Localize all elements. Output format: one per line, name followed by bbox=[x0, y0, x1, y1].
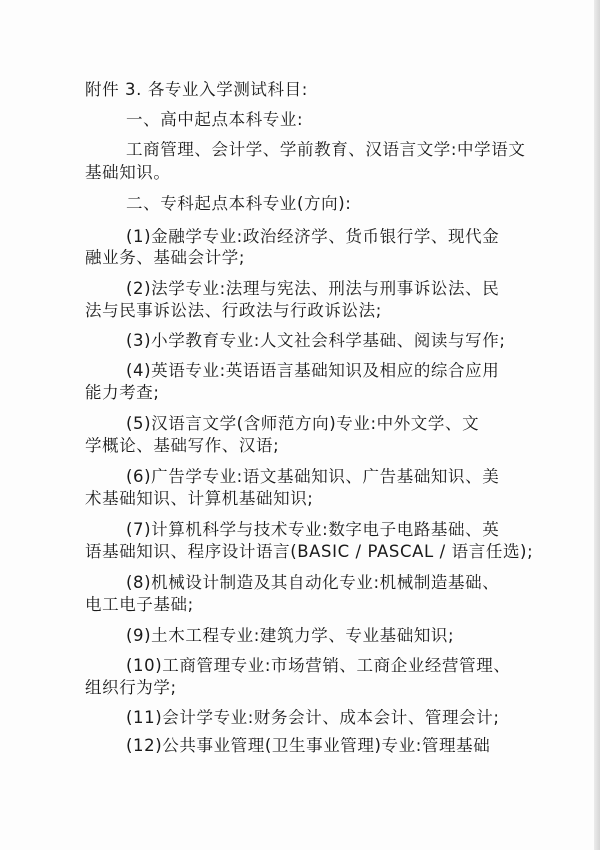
list-item-line: (11)会计学专业:财务会计、成本会计、管理会计; bbox=[126, 708, 500, 727]
list-item-line: 融业务、基础会计学; bbox=[85, 248, 246, 267]
list-item-line: (2)法学专业:法理与宪法、刑法与刑事诉讼法、民 bbox=[126, 279, 500, 298]
list-item-line: (6)广告学专业:语文基础知识、广告基础知识、美 bbox=[126, 467, 500, 486]
section-heading-1: 一、高中起点本科专业: bbox=[126, 110, 304, 129]
list-item-line: 法与民事诉讼法、行政法与行政诉讼法; bbox=[85, 301, 382, 320]
list-item-line: 电工电子基础; bbox=[85, 595, 194, 614]
list-item-line: (10)工商管理专业:市场营销、工商企业经营管理、 bbox=[126, 656, 511, 675]
paragraph-line: 工商管理、会计学、学前教育、汉语言文学:中学语文 bbox=[126, 140, 526, 159]
list-item-line: (4)英语专业:英语语言基础知识及相应的综合应用 bbox=[126, 361, 500, 380]
list-item-line: 语基础知识、程序设计语言(BASIC / PASCAL / 语言任选); bbox=[85, 542, 534, 561]
attachment-title: 附件 3. 各专业入学测试科目: bbox=[85, 80, 308, 99]
list-item-line: 能力考查; bbox=[85, 383, 160, 402]
list-item-line: (7)计算机科学与技术专业:数字电子电路基础、英 bbox=[126, 520, 500, 539]
list-item-line: (5)汉语言文学(含师范方向)专业:中外文学、文 bbox=[126, 414, 480, 433]
scan-edge bbox=[594, 0, 600, 850]
list-item-line: (12)公共事业管理(卫生事业管理)专业:管理基础 bbox=[126, 736, 491, 755]
list-item-line: 术基础知识、计算机基础知识; bbox=[85, 489, 314, 508]
list-item-line: (3)小学教育专业:人文社会科学基础、阅读与写作; bbox=[126, 331, 506, 350]
section-heading-2: 二、专科起点本科专业(方向): bbox=[126, 194, 352, 213]
list-item-line: 学概论、基础写作、汉语; bbox=[85, 436, 280, 455]
paragraph-line: 基础知识。 bbox=[85, 163, 171, 182]
list-item-line: (1)金融学专业:政治经济学、货币银行学、现代金 bbox=[126, 227, 500, 246]
list-item-line: (8)机械设计制造及其自动化专业:机械制造基础、 bbox=[126, 573, 500, 592]
list-item-line: (9)土木工程专业:建筑力学、专业基础知识; bbox=[126, 626, 455, 645]
list-item-line: 组织行为学; bbox=[85, 678, 177, 697]
